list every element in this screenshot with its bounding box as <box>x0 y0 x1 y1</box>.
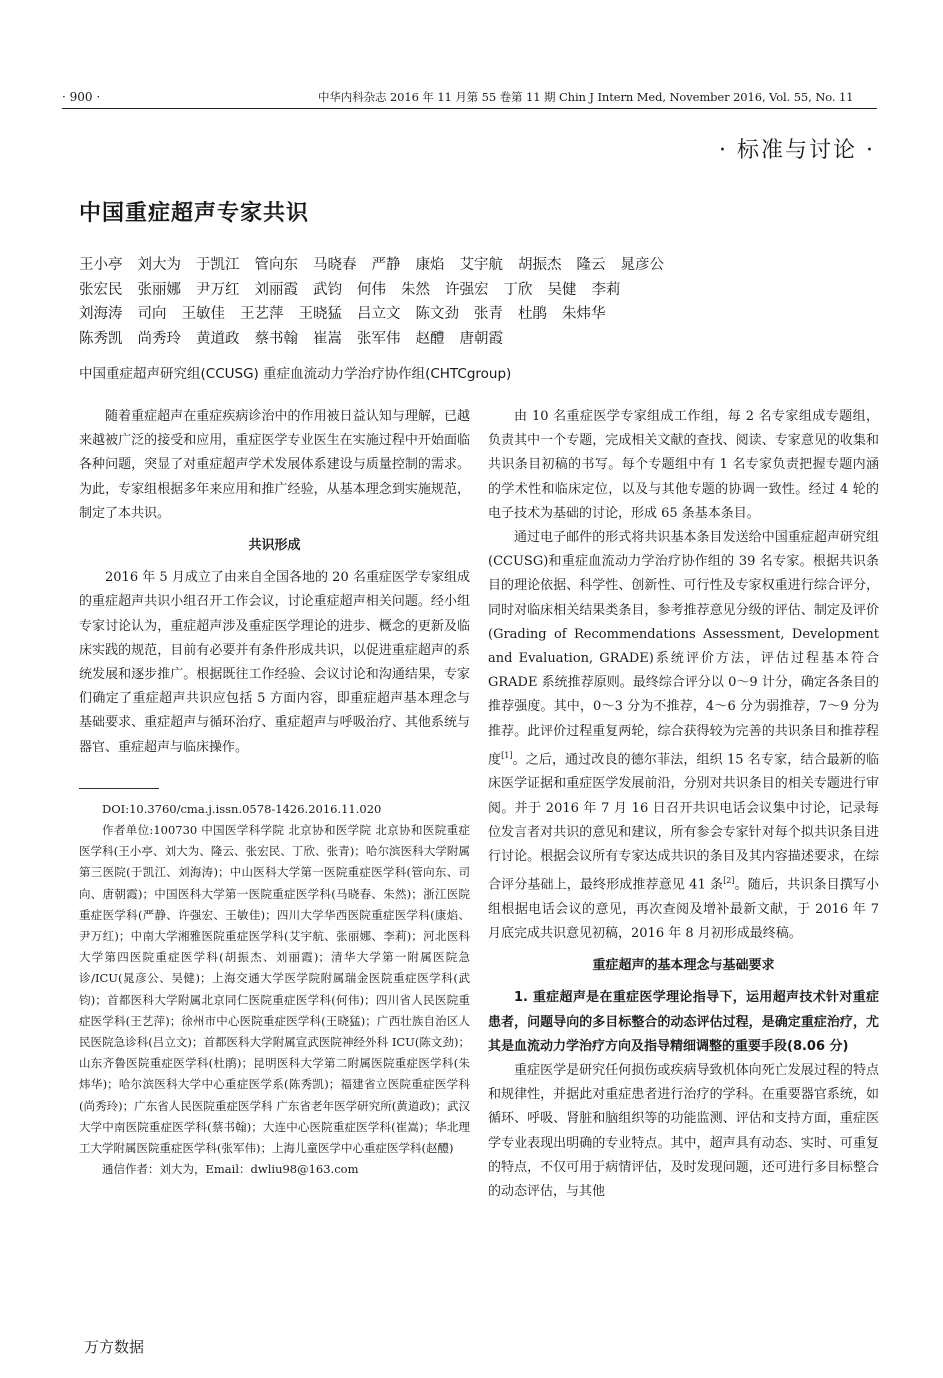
paragraph-text: 通过电子邮件的形式将共识基本条目发送给中国重症超声研究组(CCUSG)和重症血流动力学治疗协作组的 39 名专家。根据共识条目的理论依据、科学性、创新性、可行性及专家权重进行综合评分，同时对临床相关结果类条目，参考推荐意见分级的评估、制定及评价(Grading of Recommendations Assessment, Development and Evaluation, GRADE)系统评价方法，评估过程基本符合 GRADE 系统推荐原则。最终综合评分以 0～9 计分，确定各条目的推荐强度。其中，0～3 分为不推荐，4～6 分为弱推荐，7～9 分为推荐。此评价过程重复两轮，综合获得较为完善的共识条目和推荐程度 <box>488 530 879 768</box>
author-name: 艾宇航 <box>459 257 503 273</box>
author-row <box>79 327 879 352</box>
author-name: 隆云 <box>576 257 606 273</box>
paragraph: 2016 年 5 月成立了由来自全国各地的 20 名重症医学专家组成的重症超声共识小组召开工作会议，讨论重症超声相关问题。经小组专家讨论认为，重症超声涉及重症医学理论的进步、概念的更新及临床实践的规范，目前有必要并有条件形成共识，以促进重症超声的系统发展和逐步推广。根据既往工作经验、会议讨论和沟通结果，专家们确定了重症超声共识应包括 5 方面内容，即重症超声基本理念与基础要求、重症超声与循环治疗、重症超声与呼吸治疗、其他系统与器官、重症超声与临床操作。 <box>79 570 470 755</box>
author-name: 王晓猛 <box>298 306 342 322</box>
author-name: 于凯江 <box>196 257 240 273</box>
intro-paragraph: 随着重症超声在重症疾病诊治中的作用被日益认知与理解，已越来越被广泛的接受和应用，重症医学专业医生在实施过程中开始面临各种问题，突显了对重症超声学术发展体系建设与质量控制的需求。为此，专家组根据多年来应用和推广经验，从基本理念到实施规范，制定了本共识。 <box>79 409 470 521</box>
author-name: 唐朝霞 <box>459 330 503 347</box>
author-name: 赵醴 <box>415 330 445 347</box>
author-name: 张青 <box>474 306 503 322</box>
author-name: 刘丽霞 <box>254 281 298 298</box>
author-name: 张宏民 <box>79 281 123 298</box>
author-name: 吴健 <box>547 281 577 298</box>
paragraph <box>488 526 879 946</box>
author-name: 胡振杰 <box>518 257 562 273</box>
header-rule <box>62 108 877 109</box>
author-name: 管向东 <box>254 257 298 273</box>
running-head: 中华内科杂志 2016 年 11 月第 55 卷第 11 期 Chin J Intern Med, November 2016, Vol. 55, No. 11 <box>318 90 854 104</box>
affiliations: 作者单位:100730 中国医学科学院 北京协和医学院 北京协和医院重症医学科(王小亭、刘大为、隆云、张宏民、丁欣、张青)；哈尔滨医科大学附属第三医院(于凯江、刘海涛)；中山医科大学第一医院重症医学科(管向东、司向、唐朝霞)；中国医科大学第一医院重症医学科(马晓春、朱然)；浙江医院重症医学科(严静、许强宏、王敏佳)；四川大学华西医院重症医学科(康焰、尹万红)；中南大学湘雅医院重症医学科(艾宇航、张丽娜、李莉)；河北医科大学第四医院重症医学科(胡振杰、刘丽霞)；清华大学第一附属医院急诊/ICU(晁彦公、吴健)；上海交通大学医学院附属瑞金医院重症医学科(武钧)；首都医科大学附属北京同仁医院重症医学科(何伟)；四川省人民医院重症医学科(王艺萍)；徐州市中心医院重症医学科(王晓猛)；广西壮族自治区人民医院急诊科(吕立文)；首都医科大学附属宣武医院神经外科 ICU(陈文劲)；山东齐鲁医院重症医学科(杜鹃)；昆明医科大学第二附属医院重症医学科(朱炜华)；哈尔滨医科大学中心重症医学系(陈秀凯)；福建省立医院重症医学科(尚秀玲)；广东省人民医院重症医学科 广东省老年医学研究所(黄道政)；武汉大学中南医院重症医学科(蔡书翰)；大连中心医院重症医学科(崔嵩)；华北理工大学附属医院重症医学科(张军伟)；上海儿童医学中心重症医学科(赵醴) <box>79 823 470 1156</box>
author-name: 王艺萍 <box>240 306 284 322</box>
author-name: 吕立文 <box>357 306 401 322</box>
footnotes <box>79 799 470 1181</box>
author-row <box>79 253 879 278</box>
watermark-text: 万方数据 <box>84 1338 145 1356</box>
author-name: 朱然 <box>401 281 430 298</box>
author-name: 陈秀凯 <box>79 330 123 347</box>
doi: DOI:10.3760/cma.j.issn.0578-1426.2016.11.020 <box>102 801 382 816</box>
author-name: 王敏佳 <box>181 306 225 322</box>
author-name: 陈文劲 <box>415 306 459 322</box>
author-name: 尹万红 <box>196 281 240 298</box>
author-name: 崔嵩 <box>313 330 342 347</box>
author-row <box>79 278 879 303</box>
author-name: 李莉 <box>591 281 621 298</box>
footnote-rule <box>79 788 159 789</box>
author-name: 马晓春 <box>313 257 357 273</box>
paragraph-text: 。随后，共识条目撰写小组根据电话会议的意见，再次查阅及增补最新文献，于 2016 年 7 月底完成共识意见初稿，2016 年 8 月初形成最终稿。 <box>488 877 879 941</box>
author-name: 武钧 <box>313 281 342 298</box>
author-name: 刘大为 <box>137 257 181 273</box>
author-name: 朱炜华 <box>562 306 606 322</box>
author-group: 中国重症超声研究组(CCUSG) 重症血流动力学治疗协作组(CHTCgroup) <box>79 366 512 382</box>
author-name: 黄道政 <box>196 330 240 347</box>
author-name: 王小亭 <box>79 257 123 273</box>
article-title: 中国重症超声专家共识 <box>79 201 310 226</box>
author-name: 晁彦公 <box>620 257 664 273</box>
heading-consensus-formation: 共识形成 <box>248 538 301 554</box>
recommendation-item: 1. 重症超声是在重症医学理论指导下，运用超声技术针对重症患者，问题导向的多目标整合的动态评估过程，是确定重症治疗，尤其是血流动力学治疗方向及指导精细调整的重要手段(8.06 分) <box>488 990 879 1054</box>
author-list <box>79 253 879 351</box>
author-name: 严静 <box>371 257 401 273</box>
heading-basic-concepts: 重症超声的基本理念与基础要求 <box>592 958 775 974</box>
author-name: 何伟 <box>357 281 386 298</box>
author-name: 刘海涛 <box>79 306 123 322</box>
right-column <box>488 405 879 1204</box>
paragraph: 由 10 名重症医学专家组成工作组，每 2 名专家组成专题组，负责其中一个专题，完成相关文献的查找、阅读、专家意见的收集和共识条目初稿的书写。每个专题组中有 1 名专家负责把握专题内涵的学术性和临床定位，以及与其他专题的协调一致性。经过 4 轮的电子技术为基础的讨论，形成 65 条基本条目。 <box>488 409 879 521</box>
left-column <box>79 405 470 1181</box>
author-name: 张丽娜 <box>137 281 181 298</box>
paragraph-text: 。之后，通过改良的德尔菲法，组织 15 名专家，结合最新的临床医学证据和重症医学发展前沿，分别对共识条目的相关专题进行审阅。并于 2016 年 7 月 16 日召开共识电话会议集中讨论，记录每位发言者对共识的意见和建议，所有参会专家针对每个拟共识条目进行讨论。根据会议所有专家达成共识的条目及其内容描述要求，在综合评分基础上，最终形成推荐意见 41 条 <box>488 752 879 893</box>
citation: [2] <box>723 876 735 886</box>
author-name: 尚秀玲 <box>137 330 181 347</box>
correspondence: 通信作者：刘大为，Email：dwliu98@163.com <box>102 1162 359 1177</box>
author-name: 蔡书翰 <box>254 330 298 347</box>
page-number: · 900 · <box>62 90 101 104</box>
citation: [1] <box>501 750 513 760</box>
author-name: 张军伟 <box>357 330 401 347</box>
author-row <box>79 302 879 327</box>
author-name: 司向 <box>137 306 167 322</box>
author-name: 杜鹃 <box>518 306 547 322</box>
author-name: 康焰 <box>415 257 445 273</box>
author-name: 丁欣 <box>503 281 533 298</box>
section-label: · 标准与讨论 · <box>719 138 875 163</box>
paragraph: 重症医学是研究任何损伤或疾病导致机体向死亡发展过程的特点和规律性，并据此对重症患者进行治疗的学科。在重要器官系统，如循环、呼吸、肾脏和脑组织等的功能监测、评估和支持方面，重症医学专业表现出明确的专业特点。其中，超声具有动态、实时、可重复的特点，不仅可用于病情评估，及时发现问题，还可进行多目标整合的动态评估，与其他 <box>488 1062 879 1199</box>
author-name: 许强宏 <box>445 281 489 298</box>
